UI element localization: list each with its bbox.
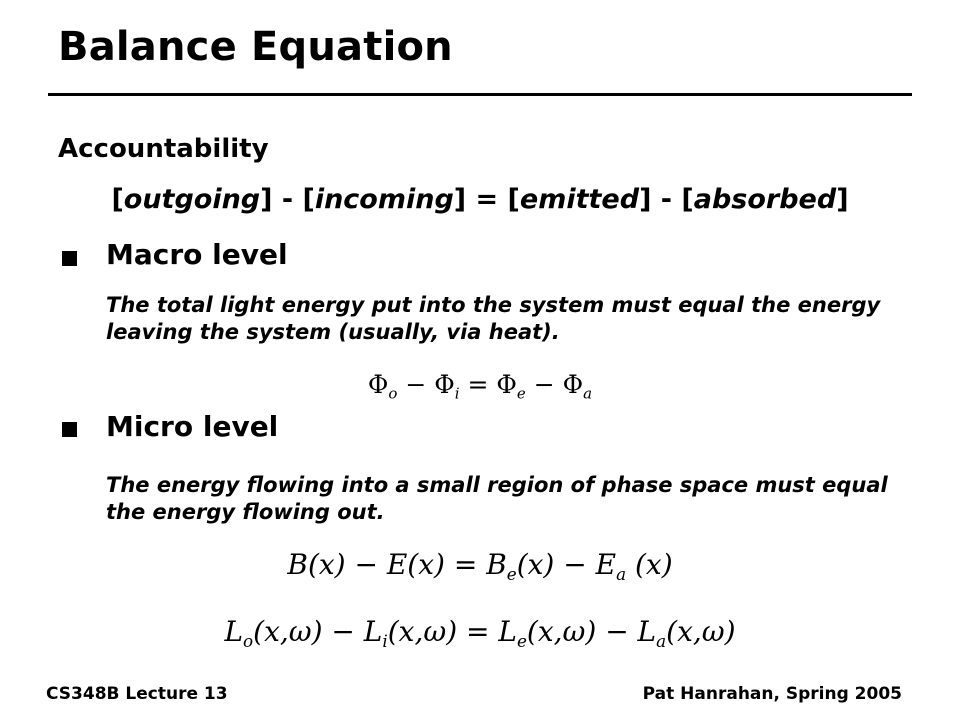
term-incoming: incoming	[314, 184, 454, 215]
micro-equation-radiance: $L_o(x,\omega) - L_i(x,\omega) = L_e(x,\omega) - L_a(x,\omega)$	[224, 615, 736, 651]
footer-course: CS348B Lecture 13	[46, 684, 228, 704]
title-divider	[48, 93, 912, 96]
term-outgoing: outgoing	[123, 184, 261, 215]
term-emitted: emitted	[519, 184, 640, 215]
term-absorbed: absorbed	[693, 184, 837, 215]
micro-equation-radiosity: $B(x) - E(x) = B_e(x) - E_a$ (x)	[287, 548, 673, 584]
macro-equation: $\Phi_o - \Phi_i = \Phi_e - \Phi_a$	[367, 370, 593, 403]
slide-title: Balance Equation	[58, 24, 453, 70]
micro-level-heading: Micro level	[106, 410, 279, 443]
subheading-accountability: Accountability	[58, 134, 269, 164]
macro-level-heading: Macro level	[106, 238, 288, 271]
macro-level-text: The total light energy put into the system must equal the energy leaving the system (usually, via heat).	[106, 293, 881, 344]
micro-level-text: The energy flowing into a small region of phase space must equal the energy flowing out.	[106, 473, 888, 524]
balance-statement: [outgoing] - [incoming] = [emitted] - [absorbed]	[111, 184, 849, 215]
square-bullet-icon	[62, 422, 77, 437]
square-bullet-icon	[62, 251, 77, 266]
footer-author: Pat Hanrahan, Spring 2005	[642, 684, 902, 704]
